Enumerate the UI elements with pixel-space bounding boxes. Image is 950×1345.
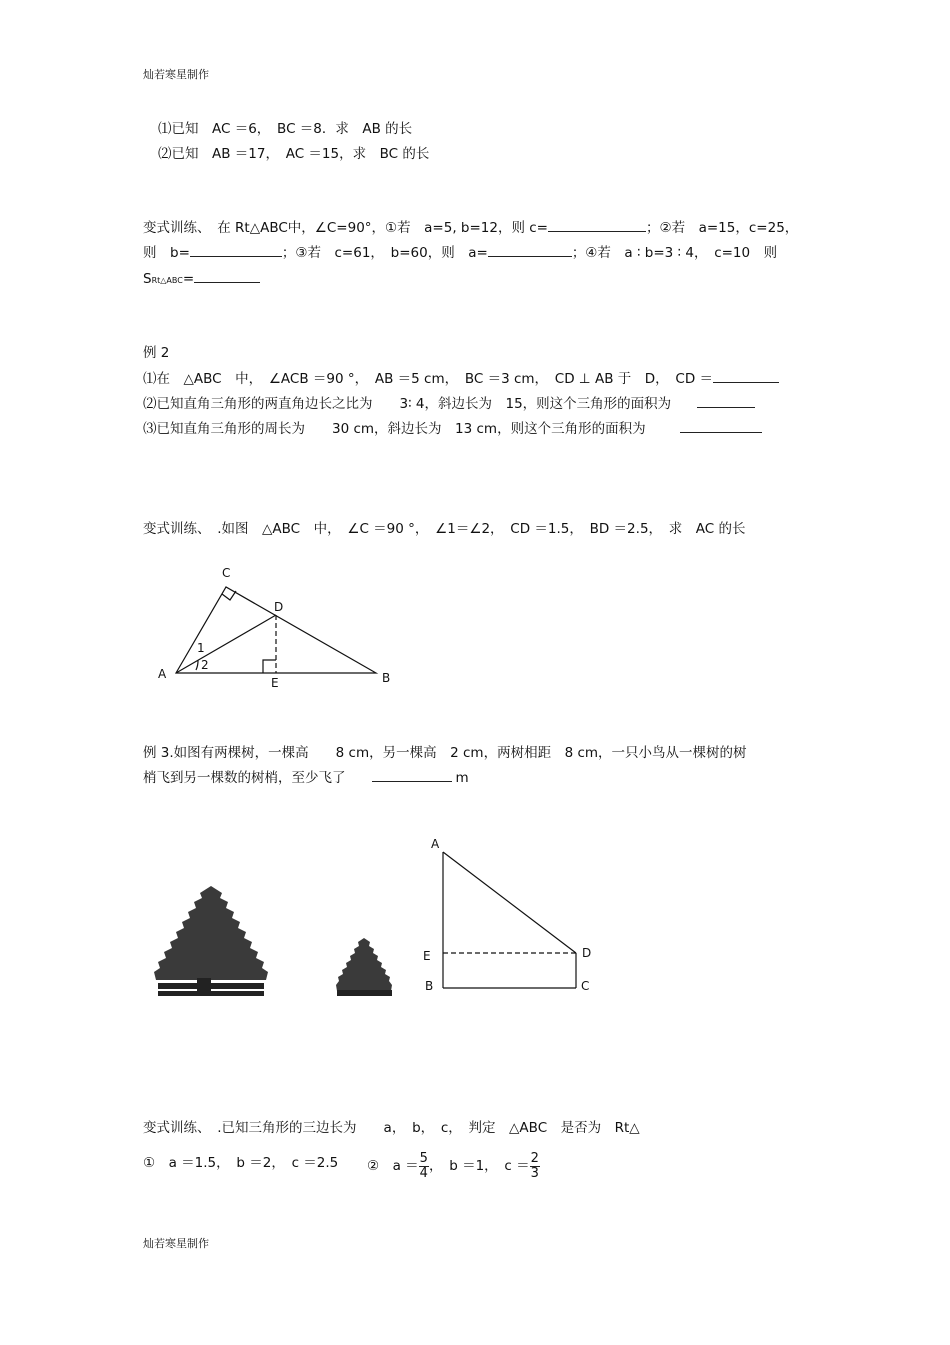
answer-blank-area[interactable] bbox=[194, 270, 260, 283]
example2-text-3: ⑶已知直角三角形的周长为 30 cm，斜边长为 13 cm，则这个三角形的面积为 bbox=[143, 421, 646, 437]
fraction-five-fourths bbox=[419, 1152, 429, 1181]
page-footer: 灿若寒星制作 bbox=[143, 1237, 209, 1250]
variant1-line3 bbox=[143, 270, 260, 290]
variant1-text-a: 变式训练、 在 Rt△ABC中，∠C=90°，①若 a=5, b=12，则 c= bbox=[143, 220, 548, 236]
label-b: B bbox=[382, 671, 391, 685]
variant3-item2 bbox=[367, 1147, 540, 1185]
label-e2: E bbox=[423, 949, 431, 963]
example3-line2 bbox=[143, 769, 469, 787]
label-angle-2: 2 bbox=[201, 658, 209, 672]
fraction-two-thirds bbox=[530, 1152, 540, 1181]
q1-line1: ⑴已知 AC ＝6， BC ＝8．求 AB 的长 bbox=[158, 121, 413, 137]
example2-title: 例 2 bbox=[143, 345, 170, 361]
example3-unit: m bbox=[455, 770, 469, 786]
triangle-figure bbox=[150, 560, 410, 695]
variant1-text-b: ；②若 a=15，c=25， bbox=[646, 220, 799, 236]
label-a: A bbox=[158, 667, 167, 681]
label-e: E bbox=[271, 676, 279, 690]
label-d: D bbox=[274, 600, 284, 614]
frac1-num: 5 bbox=[419, 1150, 428, 1166]
variant2-line: 变式训练、 .如图 △ABC 中， ∠C ＝90 °， ∠1＝∠2， CD ＝1.5， BD ＝2.5， 求 AC 的长 bbox=[143, 521, 746, 537]
frac2-den: 3 bbox=[530, 1165, 539, 1181]
page-header: 灿若寒星制作 bbox=[143, 68, 209, 81]
answer-blank-cd[interactable] bbox=[713, 370, 779, 383]
example2-line1 bbox=[143, 370, 779, 388]
tree-distance-figure bbox=[415, 832, 600, 1002]
small-tree-icon bbox=[333, 935, 395, 999]
q1-line2: ⑵已知 AB ＝17， AC ＝15，求 BC 的长 bbox=[158, 146, 430, 162]
example2-line3 bbox=[143, 420, 762, 438]
frac1-den: 4 bbox=[419, 1165, 428, 1181]
label-angle-1: 1 bbox=[197, 641, 205, 655]
answer-blank-b[interactable] bbox=[190, 244, 282, 257]
variant1-line1 bbox=[143, 219, 798, 237]
answer-blank-distance[interactable] bbox=[372, 769, 452, 782]
area-symbol: S bbox=[143, 271, 152, 287]
answer-blank-c[interactable] bbox=[548, 219, 646, 232]
segment-ad bbox=[176, 615, 276, 673]
example3-line1: 例 3.如图有两棵树，一棵高 8 cm，另一棵高 2 cm，两树相距 8 cm，一只小鸟从一棵树的树 bbox=[143, 745, 747, 761]
label-d2: D bbox=[582, 946, 592, 960]
example2-line2 bbox=[143, 395, 755, 413]
right-angle-e bbox=[263, 660, 276, 673]
variant3-item2-mid: ， b ＝1， c ＝ bbox=[428, 1158, 530, 1174]
label-a2: A bbox=[431, 837, 440, 851]
answer-blank-a[interactable] bbox=[488, 244, 572, 257]
frac2-num: 2 bbox=[530, 1150, 539, 1166]
variant1-text-d: ；③若 c=61， b=60，则 a= bbox=[281, 245, 488, 261]
large-tree-icon bbox=[150, 882, 272, 1000]
example2-text-1: ⑴在 △ABC 中， ∠ACB ＝90 °， AB ＝5 cm， BC ＝3 cm， CD ⊥ AB 于 D， CD ＝ bbox=[143, 371, 714, 387]
variant1-text-c: 则 b= bbox=[143, 245, 190, 261]
label-b2: B bbox=[425, 979, 434, 993]
answer-blank-area2[interactable] bbox=[697, 395, 755, 408]
example3-text-2: 梢飞到另一棵数的树梢，至少飞了 bbox=[143, 770, 346, 786]
label-c: C bbox=[222, 566, 231, 580]
answer-blank-area3[interactable] bbox=[680, 420, 762, 433]
segment-ad2 bbox=[443, 852, 576, 953]
example2-text-2: ⑵已知直角三角形的两直角边长之比为 3∶ 4，斜边长为 15，则这个三角形的面积为 bbox=[143, 396, 672, 412]
label-c2: C bbox=[581, 979, 590, 993]
area-subscript: Rt△ABC bbox=[151, 276, 183, 285]
variant1-line2 bbox=[143, 244, 777, 262]
variant3-item2-prefix: ② a ＝ bbox=[367, 1158, 419, 1174]
variant1-text-e: ；④若 a ∶ b=3 ∶ 4， c=10 则 bbox=[571, 245, 778, 261]
variant3-item1: ① a ＝1.5， b ＝2， c ＝2.5 bbox=[143, 1155, 339, 1171]
right-angle-c bbox=[222, 591, 236, 600]
area-equals: = bbox=[182, 271, 195, 287]
variant3-line1: 变式训练、 .已知三角形的三边长为 a， b， c， 判定 △ABC 是否为 Rt△ bbox=[143, 1120, 640, 1136]
